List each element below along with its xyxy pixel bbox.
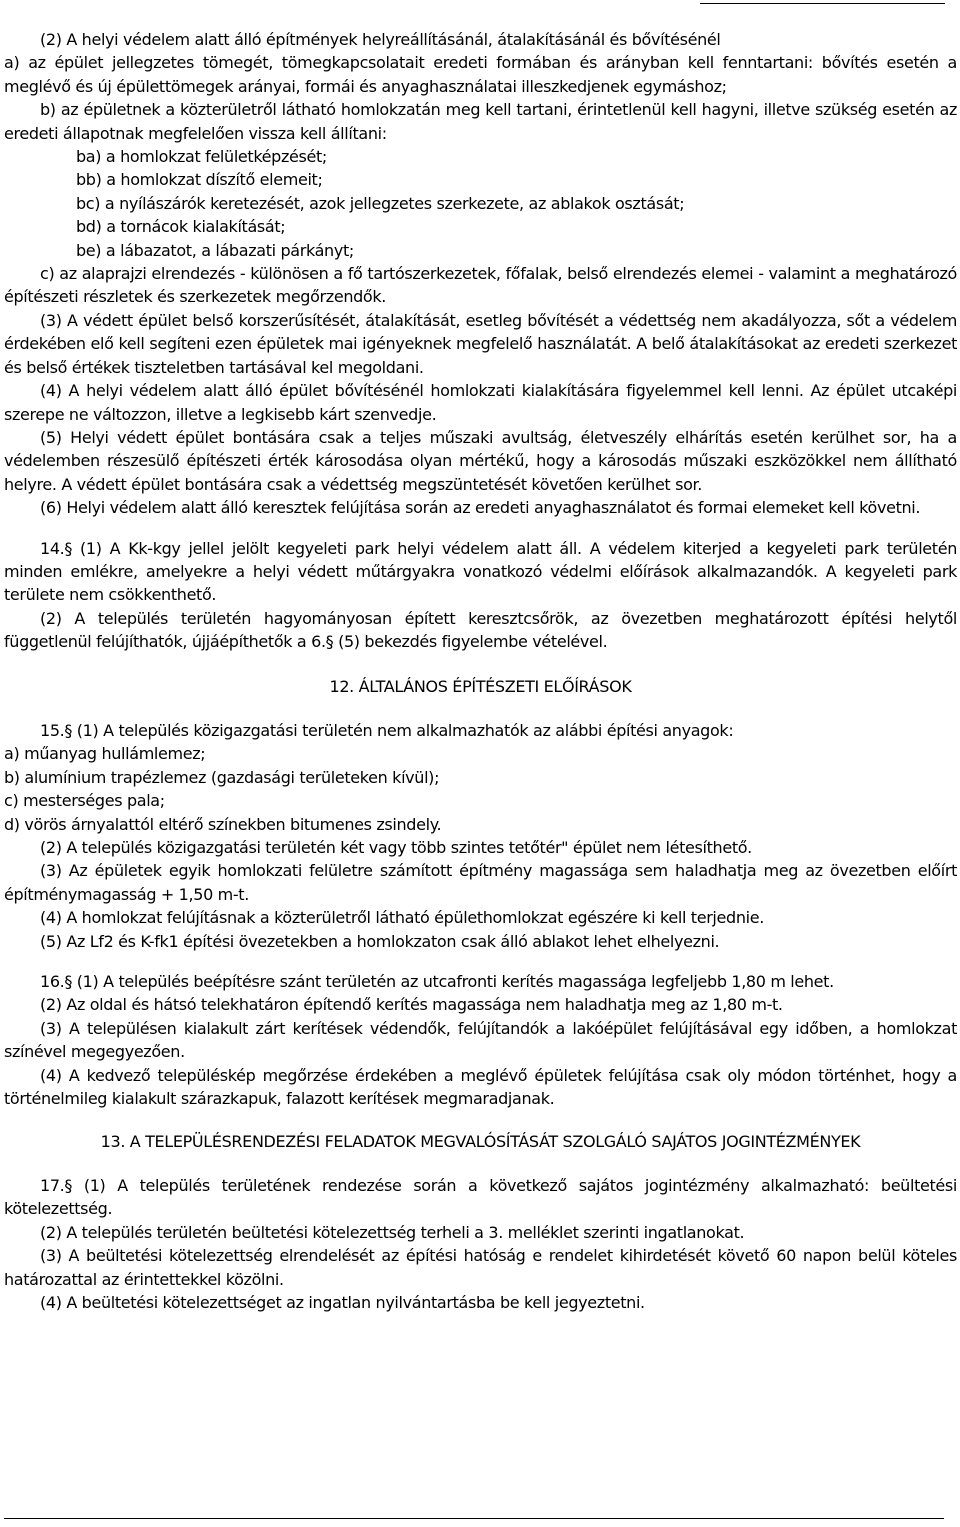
paragraph: (2) Az oldal és hátsó telekhatáron építendő kerítés magassága nem haladhatja meg az 1,80 m-t. — [40, 995, 783, 1015]
section-heading: 12. ÁLTALÁNOS ÉPÍTÉSZETI ELŐÍRÁSOK — [329, 676, 632, 696]
paragraph: (3) A védett épület belső korszerűsítését, átalakítását, esetleg bővítését a védettség nem akadályozza, sőt a védelem érdekében elő kell segíteni ezen épületek mai igényeknek megfelelő használatát. A belő átalakításokat az eredeti szerkezet és belső értékek tiszteletben tartásával kel megoldani. — [4, 310, 957, 377]
paragraph: (4) A beültetési kötelezettséget az ingatlan nyilvántartásba be kell jegyeztetni. — [40, 1292, 645, 1312]
list-item: b) alumínium trapézlemez (gazdasági területeken kívül); — [4, 767, 440, 787]
list-item: bc) a nyílászárók keretezését, azok jellegzetes szerkezete, az ablakok osztását; — [76, 193, 685, 213]
list-item: a) műanyag hullámlemez; — [4, 744, 206, 764]
paragraph: (2) A település közigazgatási területén két vagy több szintes tetőtér" épület nem létesíthető. — [40, 838, 752, 857]
footer-rule — [4, 1518, 944, 1519]
paragraph: 17.§ (1) A település területének rendezése során a következő sajátos jogintézmény alkalmazható: beültetési kötelezettség. — [4, 1175, 957, 1219]
paragraph: (2) A helyi védelem alatt álló építmények helyreállításánál, átalakításánál és bővítésénél — [40, 30, 721, 49]
list-item: d) vörös árnyalattól eltérő színekben bitumenes zsindely. — [4, 814, 442, 834]
paragraph: b) az épületnek a közterületről látható homlokzatán meg kell tartani, érintetlenül kell hagyni, illetve szükség esetén az eredeti állapotnak megfelelően vissza kell állítani: — [4, 100, 957, 143]
paragraph: (2) A település területén hagyományosan épített keresztcsőrök, az övezetben meghatározott építési helytől függetlenül felújíthatók, újjáépíthetők a 6.§ (5) bekezdés figyelembe vételével. — [4, 608, 957, 652]
document-body — [4, 28, 957, 1314]
paragraph: a) az épület jellegzetes tömegét, tömegkapcsolatait eredeti formában és arányban kell fenntartani: bővítés esetén a meglévő és új épülettömegek arányai, formái és anyaghasználatai illeszkedjenek egymáshoz; — [4, 53, 957, 96]
paragraph: 15.§ (1) A település közigazgatási területén nem alkalmazhatók az alábbi építési anyagok: — [40, 720, 734, 740]
paragraph: (3) Az épületek egyik homlokzati felületre számított építmény magassága sem haladhatja meg az övezetben előírt építménymagasság + 1,50 m-t. — [4, 861, 957, 904]
paragraph: (5) Az Lf2 és K-fk1 építési övezetekben a homlokzaton csak álló ablakot lehet elhelyezni. — [40, 931, 720, 951]
list-item: ba) a homlokzat felületképzését; — [76, 147, 327, 167]
section-heading: 13. A TELEPÜLÉSRENDEZÉSI FELADATOK MEGVALÓSÍTÁSÁT SZOLGÁLÓ SAJÁTOS JOGINTÉZMÉNYEK — [100, 1132, 861, 1152]
paragraph: 14.§ (1) A Kk-kgy jellel jelölt kegyeleti park helyi védelem alatt áll. A védelem kiterjed a kegyeleti park területén minden emlékre, amelyekre a helyi védett műtárgyakra vonatkozó védelmi előírások alkalmazandók. A kegyeleti park területe nem csökkenthető. — [4, 538, 957, 605]
paragraph: (4) A kedvező településkép megőrzése érdekében a meglévő épületek felújítása csak oly módon történhet, hogy a történelmileg kialakult szárazkapuk, falazott kerítések megmaradjanak. — [4, 1065, 957, 1109]
paragraph: (3) A településen kialakult zárt kerítések védendők, felújítandók a lakóépület felújításával egy időben, a homlokzat színével megegyezően. — [4, 1018, 957, 1062]
header-rule — [700, 3, 945, 4]
paragraph: (4) A homlokzat felújításnak a közterületről látható épülethomlokzat egészére ki kell terjednie. — [40, 908, 764, 928]
list-item: be) a lábazatot, a lábazati párkányt; — [76, 240, 354, 260]
paragraph: (5) Helyi védett épület bontására csak a teljes műszaki avultság, életveszély elhárítás esetén kerülhet sor, ha a védelemben részesülő építészeti érték károsodása olyan mértékű, hogy a károsodás műszaki eszközökkel nem állítható helyre. A védett épület bontására csak a védettség megszüntetését követően kerülhet sor. — [4, 427, 957, 494]
list-item: bd) a tornácok kialakítását; — [76, 217, 286, 237]
paragraph: (6) Helyi védelem alatt álló keresztek felújítása során az eredeti anyaghasználatot és formai elemeket kell követni. — [40, 498, 921, 518]
paragraph: (2) A település területén beültetési kötelezettség terheli a 3. melléklet szerinti ingatlanokat. — [40, 1222, 745, 1242]
paragraph: (3) A beültetési kötelezettség elrendelését az építési hatóság e rendelet kihirdetését követő 60 napon belül köteles határozattal az érintettekkel közölni. — [4, 1246, 957, 1289]
list-item: c) mesterséges pala; — [4, 791, 165, 811]
paragraph: 16.§ (1) A település beépítésre szánt területén az utcafronti kerítés magassága legfeljebb 1,80 m lehet. — [40, 972, 834, 992]
list-item: bb) a homlokzat díszítő elemeit; — [76, 170, 323, 190]
paragraph: (4) A helyi védelem alatt álló épület bővítésénél homlokzati kialakítására figyelemmel kell lenni. Az épület utcaképi szerepe ne változzon, illetve a legkisebb kárt szenvedje. — [4, 381, 957, 424]
paragraph: c) az alaprajzi elrendezés - különösen a fő tartószerkezetek, főfalak, belső elrendezés elemei - valamint a meghatározó építészeti részletek és szerkezetek megőrzendők. — [4, 264, 957, 307]
